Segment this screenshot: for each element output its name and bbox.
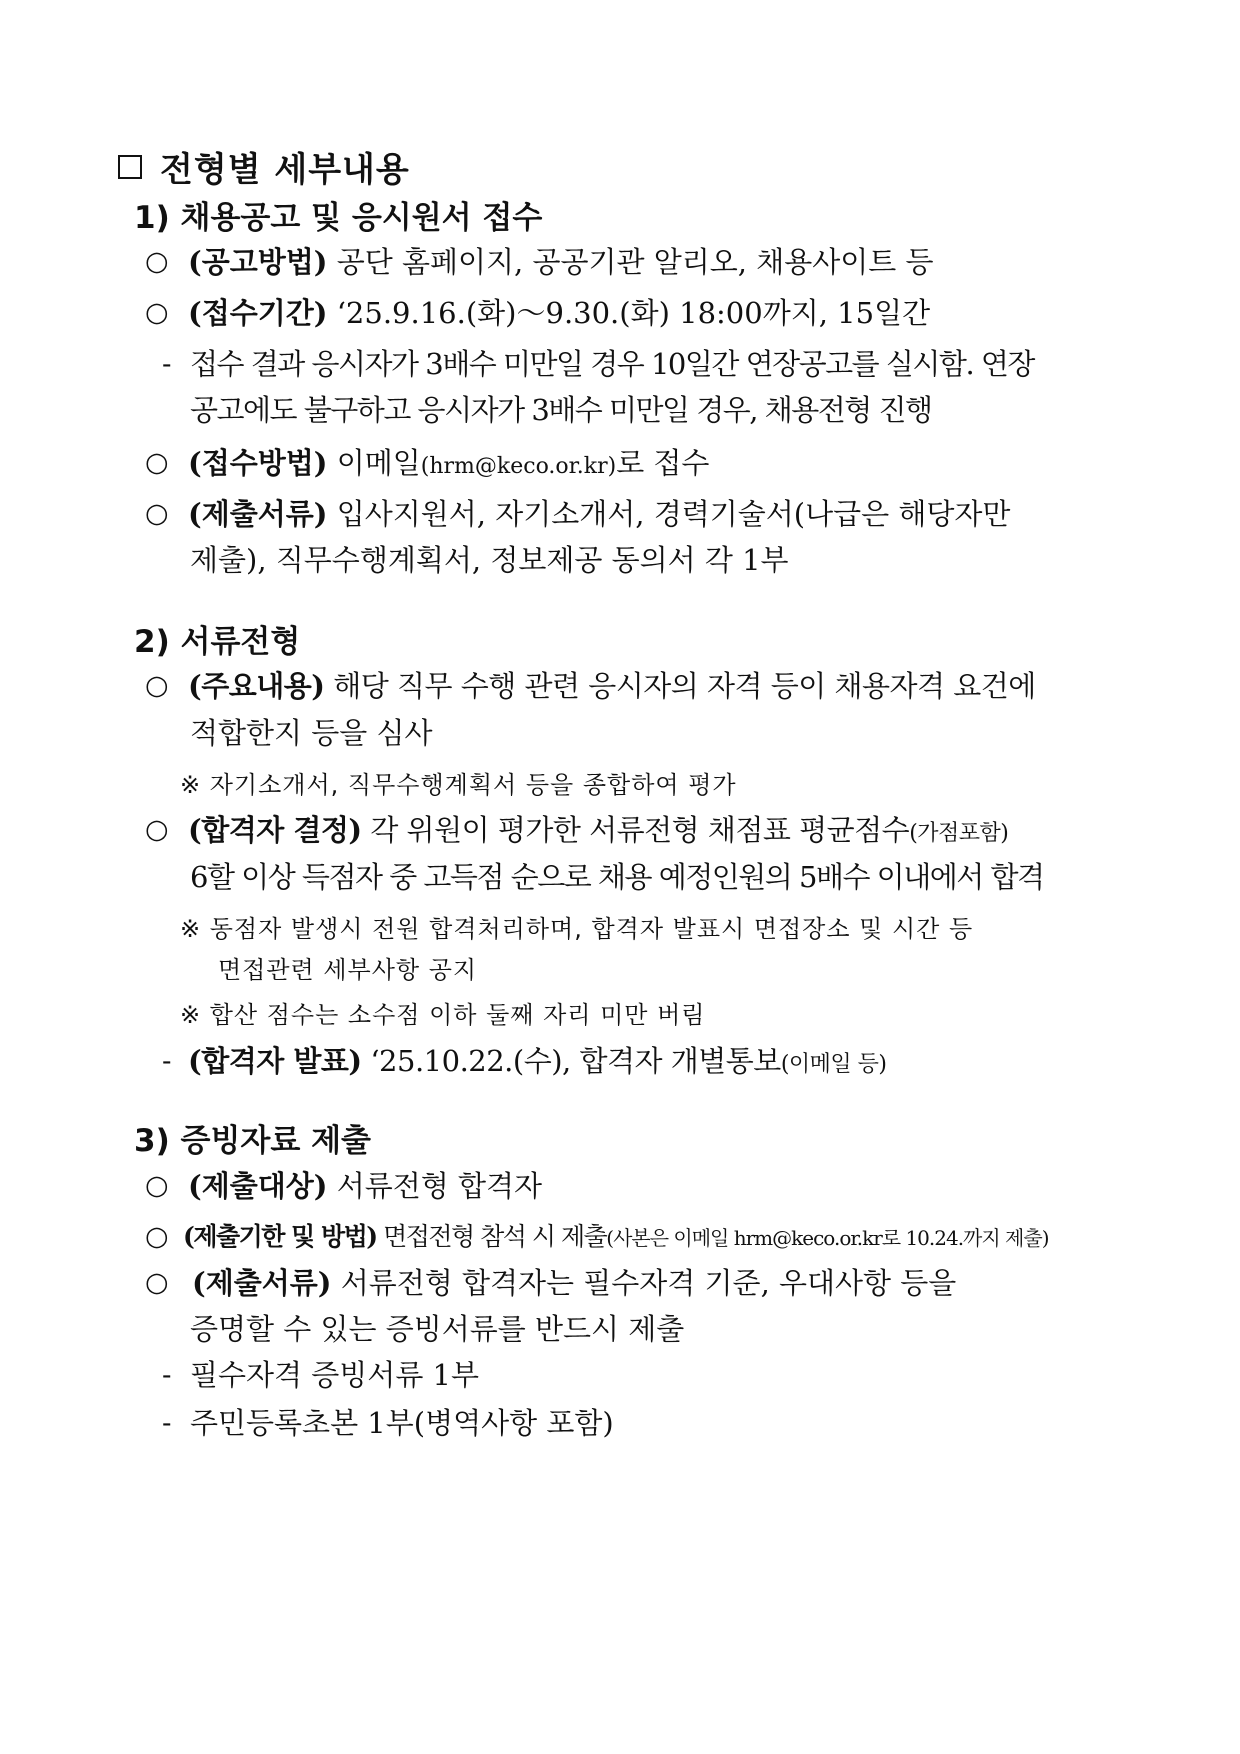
- dash-icon: -: [162, 347, 172, 380]
- subsection-1-heading: 1) 채용공고 및 응시원서 접수: [134, 200, 543, 236]
- email-address: (hrm@keco.or.kr): [420, 454, 617, 479]
- s1-extension-line1: 접수 결과 응시자가 3배수 미만일 경우 10일간 연장공고를 실시함. 연장: [190, 347, 1034, 381]
- s2-announce-line: (합격자 발표) ‘25.10.22.(수), 합격자 개별통보(이메일 등): [188, 1044, 887, 1078]
- s2-decision-line1: (합격자 결정) 각 위원이 평가한 서류전형 채점표 평균점수(가점포함): [188, 813, 1009, 847]
- dash-icon: -: [162, 1358, 172, 1391]
- s1-docs-line1: (제출서류) 입사지원서, 자기소개서, 경력기술서(나급은 해당자만: [188, 497, 1011, 531]
- bullet-icon: ○: [145, 246, 169, 277]
- s2-content-line1: (주요내용) 해당 직무 수행 관련 응시자의 자격 등이 채용자격 요건에: [188, 669, 1036, 703]
- bullet-icon: ○: [145, 1221, 169, 1252]
- bullet-icon: ○: [145, 1170, 169, 1201]
- subsection-2-heading: 2) 서류전형: [134, 624, 301, 660]
- s3-required-cert-line: 필수자격 증빙서류 1부: [190, 1358, 480, 1392]
- bullet-icon: ○: [145, 670, 169, 701]
- s2-decision-line2: 6할 이상 득점자 중 고득점 순으로 채용 예정인원의 5배수 이내에서 합격: [190, 860, 1044, 894]
- s3-docs-line1: (제출서류) 서류전형 합격자는 필수자격 기준, 우대사항 등을: [192, 1266, 957, 1300]
- subsection-3-heading: 3) 증빙자료 제출: [134, 1123, 371, 1159]
- s2-note-1: ※ 자기소개서, 직무수행계획서 등을 종합하여 평가: [180, 771, 737, 799]
- s3-deadline-line: (제출기한 및 방법) 면접전형 참석 시 제출(사본은 이메일 hrm@keco.or.kr로 10.24.까지 제출): [183, 1222, 1049, 1251]
- s1-period-line: (접수기간) ‘25.9.16.(화)～9.30.(화) 18:00까지, 15일간: [188, 296, 931, 330]
- checkbox-square-icon: [118, 155, 142, 179]
- s2-note-3: ※ 합산 점수는 소수점 이하 둘째 자리 미만 버림: [180, 1001, 706, 1029]
- dash-icon: -: [162, 1406, 172, 1439]
- bullet-icon: ○: [145, 447, 169, 478]
- s1-extension-line2: 공고에도 불구하고 응시자가 3배수 미만일 경우, 채용전형 진행: [190, 393, 932, 427]
- bullet-icon: ○: [145, 297, 169, 328]
- section-title: 전형별 세부내용: [118, 142, 410, 191]
- bullet-icon: ○: [145, 1267, 169, 1298]
- s2-content-line2: 적합한지 등을 심사: [190, 716, 433, 750]
- bullet-icon: ○: [145, 814, 169, 845]
- bullet-icon: ○: [145, 498, 169, 529]
- s2-note-2-line2: 면접관련 세부사항 공지: [218, 956, 478, 984]
- s1-method-line: (접수방법) 이메일(hrm@keco.or.kr)로 접수: [188, 446, 710, 480]
- dash-icon: -: [162, 1044, 172, 1077]
- s3-target-line: (제출대상) 서류전형 합격자: [188, 1169, 543, 1203]
- s1-announce-line: (공고방법) 공단 홈페이지, 공공기관 알리오, 채용사이트 등: [188, 245, 934, 279]
- s3-resident-cert-line: 주민등록초본 1부(병역사항 포함): [190, 1406, 614, 1440]
- s1-docs-line2: 제출), 직무수행계획서, 정보제공 동의서 각 1부: [190, 543, 789, 577]
- s3-docs-line2: 증명할 수 있는 증빙서류를 반드시 제출: [190, 1312, 685, 1346]
- s2-note-2-line1: ※ 동점자 발생시 전원 합격처리하며, 합격자 발표시 면접장소 및 시간 등: [180, 915, 974, 943]
